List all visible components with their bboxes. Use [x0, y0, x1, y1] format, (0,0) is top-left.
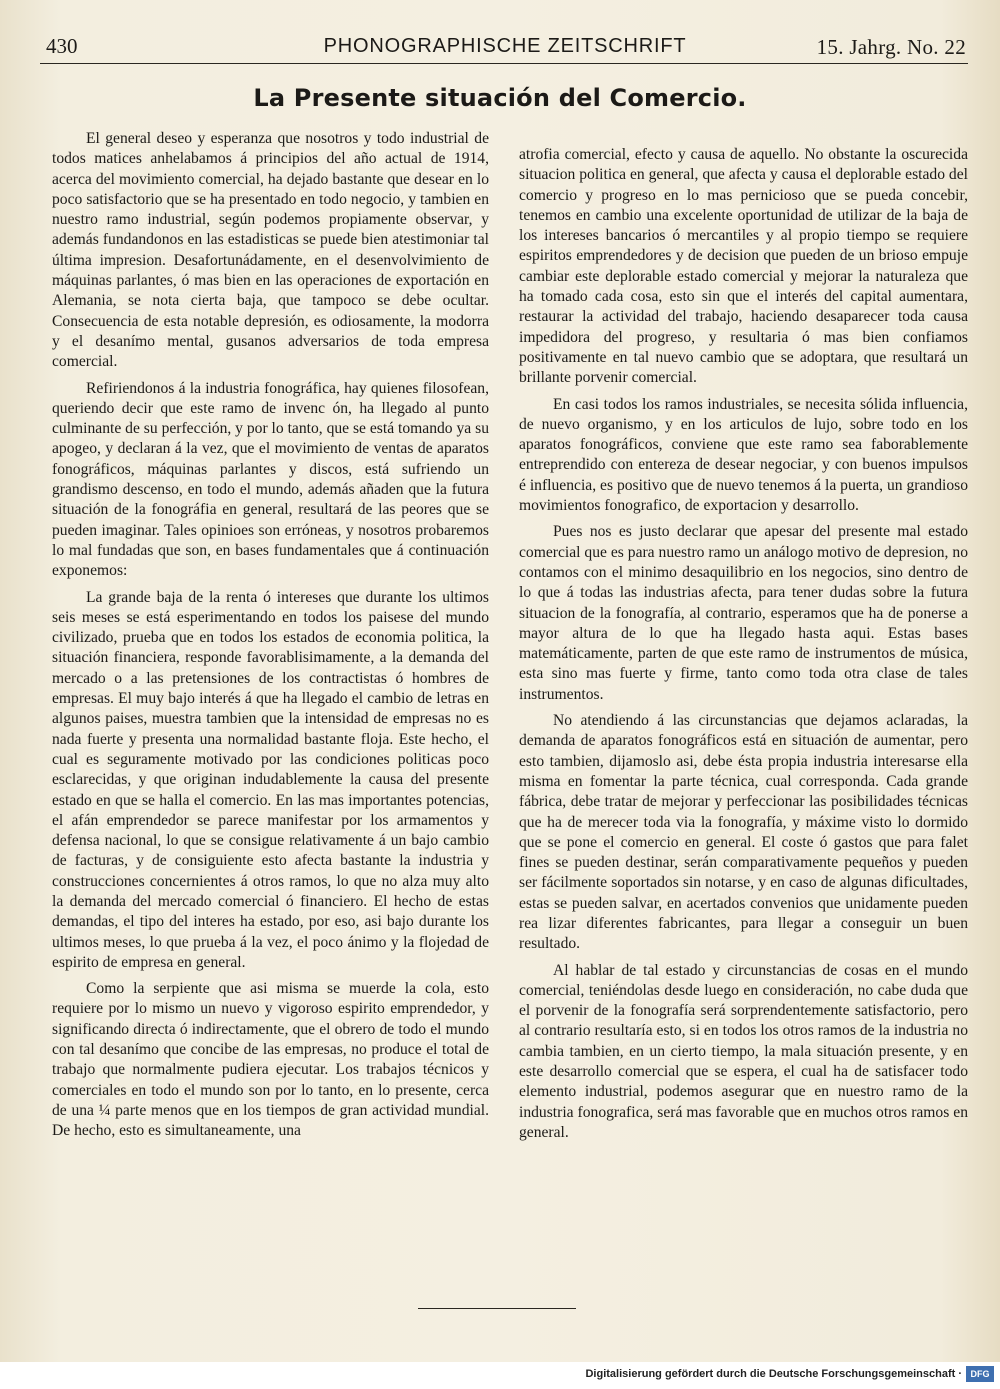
page-number: 430	[46, 34, 78, 58]
paragraph: No atendiendo á las circunstancias que dejamos aclaradas, la demanda de aparatos fonográficos está en situación de aumentar, pero esto tambien, dijamoslo asi, debe ésta propia industria interesarse ella misma en fomentar la parte técnica, cual corresponda. Cada grande fábrica, debe tratar de mejorar y perfeccionar las posibilidades técnicas que ha de merecer toda via la fonografía, y máxime visto lo dormido que se pone el comercio en general. El coste ó gastos que para falet fines se pueden destinar, serán comparativamente pequeños y pueden ser fácilmente soportados sin notarse, y en caso de algunas dificultades, estas se pueden salvar, en acertados convenios que unidamente pueden rea lizar diferentes fabricantes, para llegar a conseguir un buen resultado.	[519, 712, 968, 953]
digitization-credit: Digitalisierung gefördert durch die Deutsche Forschungsgemeinschaft ·	[585, 1368, 962, 1380]
right-column	[519, 145, 968, 1149]
issue-info: 15. Jahrg. No. 22	[816, 35, 966, 59]
header-rule	[40, 63, 968, 64]
paragraph: En casi todos los ramos industriales, se necesita sólida influencia, de nuevo organismo, y en los articulos de lujo, sobre todo en los aparatos fonográficos, conviene que este ramo sea faborablemente entreprendido con entereza de desear negociar, y con buenos impulsos é influencia, es positivo que de nuevo tenemos á la puerta, un grandioso movimientos fonografico, de exportacion y desarrollo.	[519, 395, 968, 515]
footer-strip	[0, 1362, 1000, 1389]
journal-name: PHONOGRAPHISCHE ZEITSCHRIFT	[323, 35, 687, 57]
left-column	[52, 129, 489, 1148]
paragraph: Refiriendonos á la industria fonográfica, hay quienes filosofean, queriendo decir que este ramo de invenc ón, ha llegado al punto culminante de su perfección, y por lo tanto, que se está tomando ya su apogeo, y declaran á la vez, que el movimiento de ventas de aparatos fonográficos, máquinas parlantes y discos, está sufriendo un grandismo descenso, en todo el mundo, además añaden que la futura situación de la fonográfia en general, resultará de las peores que se pueden imaginar. Tales opinioes son erróneas, y nosotros probaremos lo mal fundadas que son, en bases fundamentales que á continuación exponemos:	[52, 379, 489, 580]
paragraph: Como la serpiente que asi misma se muerde la cola, esto requiere por lo mismo un nuevo y vigoroso espirito emprendedor, y significando directa ó indirectamente, que el obrero de todo el mundo con tal desanímo que concibe de las empresas, no produce el total de trabajo que normalmente pudiera ejecutar. Los trabajos técnicos y comerciales en todo el mundo son por lo tanto, en lo presente, cerca de una ¼ parte menos que en los tiempos de gran actividad mundial. De hecho, esto es simultaneamente, una	[52, 980, 489, 1140]
article-end-rule	[418, 1308, 576, 1309]
dfg-logo-icon: DFG	[966, 1366, 994, 1382]
article-title: La Presente situación del Comercio.	[253, 84, 747, 112]
paragraph: La grande baja de la renta ó intereses que durante los ultimos seis meses se está esperimentando en todos los paisese del mundo civilizado, prueba que en todos los estados de economia politica, la situación financiera, responde favorablisimamente, a la demanda del mercado o a las pretensiones de los contractistas ó hombres de empresas. El muy bajo interés á que ha llegado el cambio de letras en algunos paises, muestra tambien que la intensidad de empresas no es nada fuerte y presenta una normalidad bastante floja. Este hecho, el cual es seguramente motivado por las condiciones politicas poco esclarecidas, y que originan indudablemente la causa del presente estado en que se halla el comercio. En las mas importantes potencias, el afán emprendedor se parece manifestar por los armamentos y defensa nacional, lo que se consigue relativamente á un bajo cambio de facturas, y de consiguiente esto afecta bastante la industria y construcciones concernientes á otros ramos, lo que no alza muy alto la demanda del mercado comercial ó financiero. El hecho de estas demandas, el tipo del interes ha estado, por eso, asi bajo durante los ultimos meses, lo que prueba á la vez, el poco ánimo y la flojedad de espirito de empresa en general.	[52, 588, 489, 971]
paragraph: El general deseo y esperanza que nosotros y todo industrial de todos matices anhelabamos á principios del año actual de 1914, acerca del movimiento comercial, ha dejado bastante que desear en lo poco satisfactorio que se ha presentado en todo negocio, y tambien en nuestro ramo industrial, según podemos propiamente observar, y además fundandonos en las estadisticas se puede bien atestimoniar tal última impresion. Desafortunádamente, en el desenvolvimiento de máquinas parlantes, ó mas bien en las operaciones de exportación en Alemania, se nota cierta baja, que tampoco se debe ocultar. Consecuencia de esta notable depresión, es odiosamente, la modorra y el desanímo mental, gusanos adversarios de toda empresa comercial.	[52, 130, 489, 371]
paragraph: Al hablar de tal estado y circunstancias de cosas en el mundo comercial, teniéndolas desde luego en consideración, no cabe duda que el porvenir de la fonografía será sorprendentemente satisfactorio, pero al contrario resultaría esto, si en todos los otros ramos de la industria no cambia tambien, en un cierto tiempo, la mala situación presente, y en este desarrollo comercial que se espera, el cual ha de satisfacer todo elemento industrial, podemos asegurar que en nuestro ramo de la industria fonografica, será mas favorable que en muchos otros ramos en general.	[519, 961, 968, 1141]
paragraph: atrofia comercial, efecto y causa de aquello. No obstante la oscurecida situacion politica en general, que afecta y causa el deplorable estado del comercio y progreso en lo mas pernicioso que se pueda concebir, tenemos en cambio una excelente oportunidad de utilizar de la baja de los intereses bancarios ó mercantiles y al propio tiempo se requiere espiritos emprendedores y de decision que pueden de un brioso empuje cambiar este deplorable estado comercial y mejorar la naturaleza que ha tomado cada cosa, esto sin que el interés del capital aumentara, restaurar la actividad del trabajo, haciendo desaparecer toda causa impedidora del progreso, y resultaria ó mas bien confiamos positivamente en tal nuevo cambio que se adoptara, que resultará un brillante porvenir comercial.	[519, 146, 968, 387]
paragraph: Pues nos es justo declarar que apesar del presente mal estado comercial que es para nuestro ramo un análogo motivo de depresion, no contamos con el minimo desaquilibrio en los negocios, sino dentro de lo que á todas las industrias afecta, para tener dudas sobre la futura situacion de la fonografía, al contrario, esperamos que ha de ponerse a mayor altura de lo que ha llegado hasta aqui. Estas bases matemáticamente, parten de que este ramo de instrumentos de música, esta sino mas fuerte y firme, tanto como toda otra clase de tales instrumentos.	[519, 523, 968, 703]
